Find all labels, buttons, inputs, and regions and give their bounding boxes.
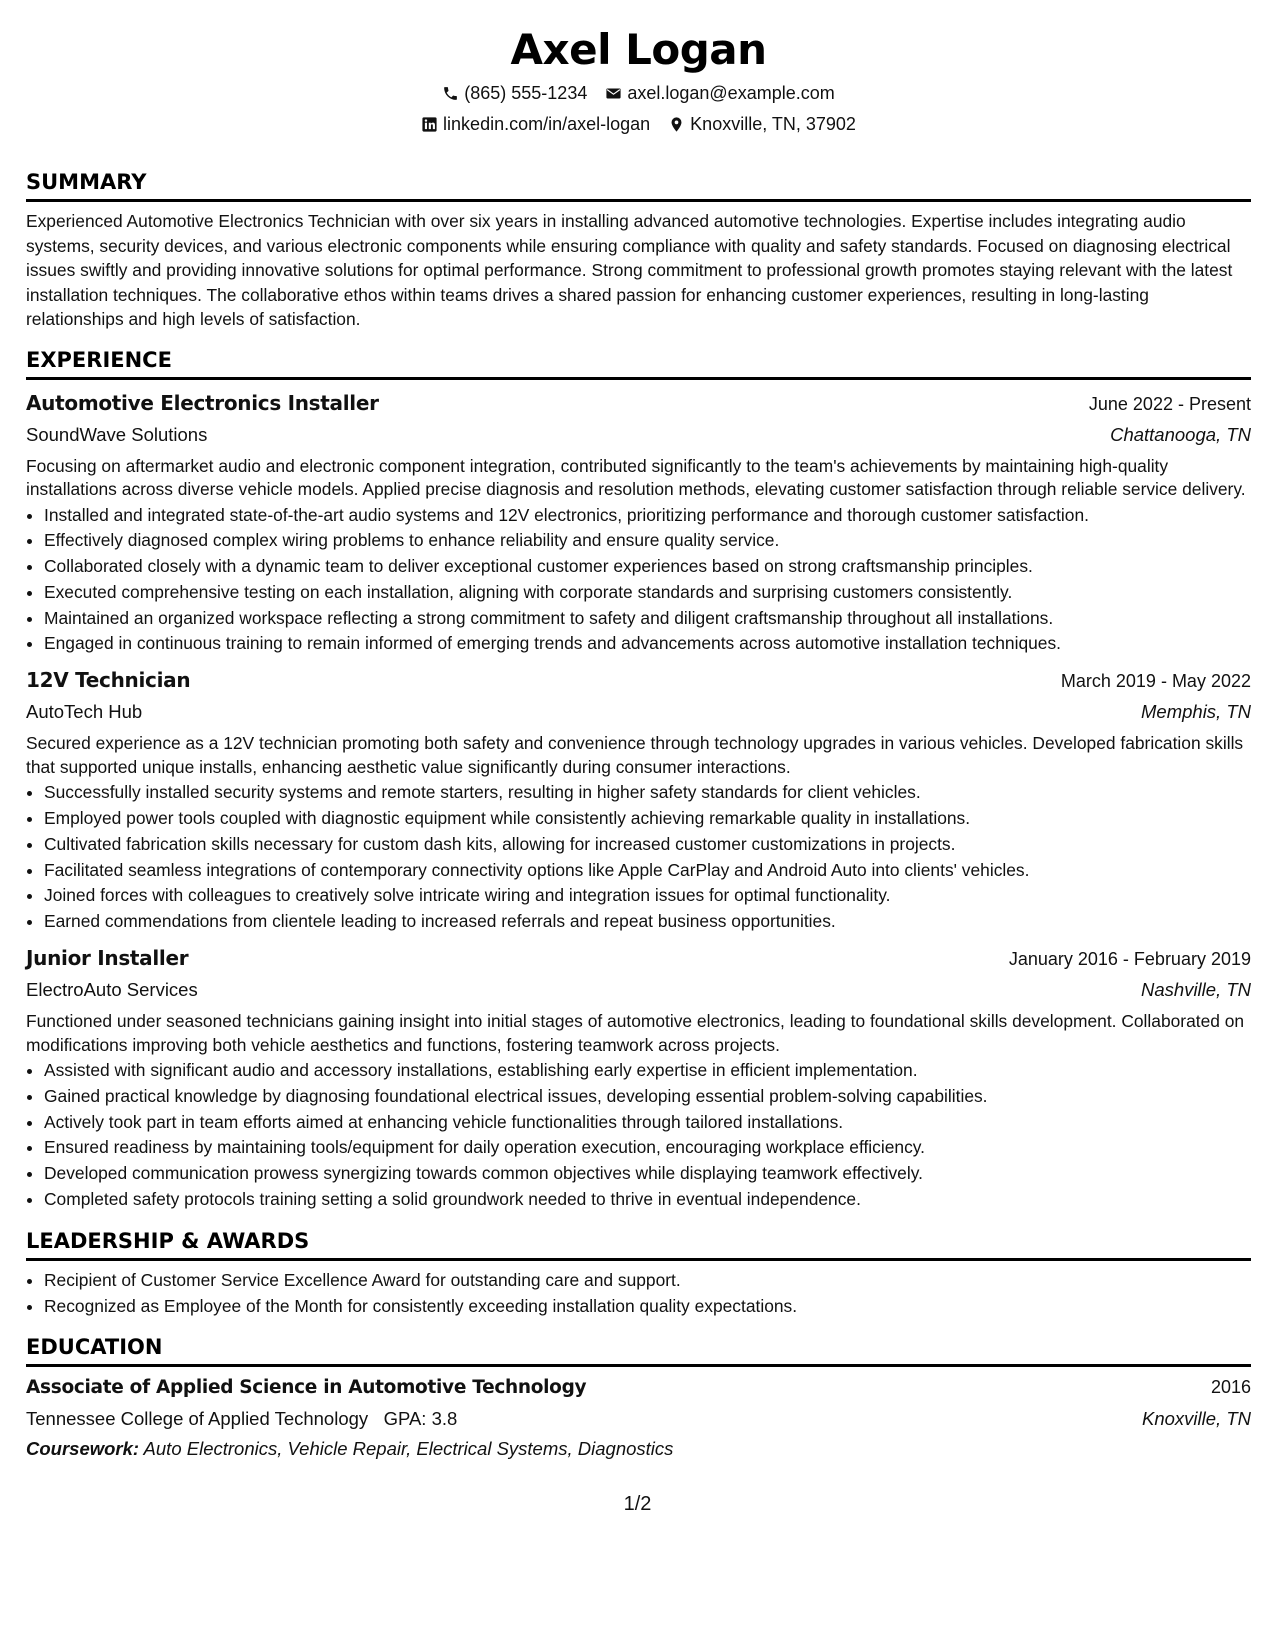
job-title: Automotive Electronics Installer	[26, 390, 379, 415]
list-item: • Engaged in continuous training to remain informed of emerging trends and advancements across automotive installation techniques.	[44, 631, 1251, 657]
education-section	[26, 1333, 1251, 1464]
awards-section	[26, 1227, 1251, 1320]
coursework-line	[26, 1434, 1251, 1464]
summary-heading: SUMMARY	[26, 168, 1251, 202]
job-company-row	[26, 696, 1251, 727]
contact-row-2	[26, 109, 1251, 140]
job-description: Focusing on aftermarket audio and electronic component integration, contributed significantly to the team's achievements by maintaining high-quality installations across diverse vehicle models. Applied precise diagnosis and resolution methods, elevating customer satisfaction through reliable service delivery.	[26, 455, 1246, 499]
job-company-row	[26, 974, 1251, 1005]
job-bullets	[26, 503, 1251, 658]
job-location: Memphis, TN	[1141, 701, 1251, 723]
list-item: • Assisted with significant audio and accessory installations, establishing early expertise in efficient implementation.	[44, 1058, 1251, 1084]
list-item: • Completed safety protocols training setting a solid groundwork needed to thrive in eventual independence.	[44, 1187, 1251, 1213]
degree-title: Associate of Applied Science in Automotive Technology	[26, 1377, 587, 1399]
job-date: June 2022 - Present	[1088, 393, 1251, 414]
resume-page	[26, 18, 1251, 1464]
graduation-year: 2016	[1210, 1377, 1251, 1398]
education-school-row	[26, 1403, 1251, 1434]
linkedin-icon	[421, 116, 438, 133]
list-item: • Executed comprehensive testing on each installation, aligning with corporate standards and surprising customers consistently.	[44, 580, 1251, 606]
candidate-name: Axel Logan	[510, 25, 767, 74]
list-item: • Effectively diagnosed complex wiring problems to enhance reliability and ensure quality service.	[44, 528, 1251, 554]
job-title-row	[26, 665, 1251, 696]
summary-section	[26, 168, 1251, 332]
experience-heading: EXPERIENCE	[26, 346, 1251, 380]
experience-section	[26, 346, 1251, 1213]
list-item: • Successfully installed security systems and remote starters, resulting in higher safety standards for client vehicles.	[44, 780, 1251, 806]
awards-bullets	[26, 1268, 1251, 1320]
job-title: Junior Installer	[26, 946, 189, 971]
job-description: Functioned under seasoned technicians gaining insight into initial stages of automotive electronics, leading to foundational skills development. Collaborated on modifications improving both vehicle aesthetics and functions, fostering teamwork across projects.	[26, 1011, 1245, 1055]
list-item: • Developed communication prowess synergizing towards common objectives while displaying teamwork effectively.	[44, 1161, 1251, 1187]
education-degree-row	[26, 1372, 1251, 1403]
job-title-row	[26, 388, 1251, 419]
job-description: Secured experience as a 12V technician promoting both safety and convenience through technology upgrades in various vehicles. Developed fabrication skills that supported unique installs, enhancing aesthetic value significantly during consumer interactions.	[26, 733, 1244, 777]
list-item: • Cultivated fabrication skills necessary for custom dash kits, allowing for increased customer customizations in projects.	[44, 832, 1251, 858]
page-number: 1/2	[623, 1493, 652, 1515]
list-item: • Maintained an organized workspace reflecting a strong commitment to safety and diligent craftsmanship throughout all installations.	[44, 606, 1251, 632]
list-item: • Collaborated closely with a dynamic team to deliver exceptional customer experiences based on strong craftsmanship principles.	[44, 554, 1251, 580]
job-location: Nashville, TN	[1141, 979, 1251, 1001]
list-item: • Facilitated seamless integrations of contemporary connectivity options like Apple CarPlay and Android Auto into clients' vehicles.	[44, 858, 1251, 884]
job-date: March 2019 - May 2022	[1060, 671, 1251, 692]
list-item: • Recognized as Employee of the Month for consistently exceeding installation quality expectations.	[44, 1294, 1251, 1320]
school-location: Knoxville, TN	[1142, 1408, 1251, 1430]
job-entry	[26, 665, 1251, 935]
job-company: ElectroAuto Services	[26, 979, 198, 1001]
list-item: • Actively took part in team efforts aimed at enhancing vehicle functionalities through tailored installations.	[44, 1110, 1251, 1136]
list-item: • Joined forces with colleagues to creatively solve intricate wiring and integration issues for optimal functionality.	[44, 883, 1251, 909]
job-bullets	[26, 1058, 1251, 1213]
email-text[interactable]: axel.logan@example.com	[627, 83, 835, 103]
linkedin-contact[interactable]	[421, 109, 650, 140]
resume-header	[26, 22, 1251, 140]
job-company-row	[26, 419, 1251, 450]
email-contact[interactable]	[605, 78, 834, 109]
job-company: AutoTech Hub	[26, 701, 143, 723]
coursework-list: Auto Electronics, Vehicle Repair, Electrical Systems, Diagnostics	[143, 1438, 674, 1460]
phone-contact	[442, 78, 587, 109]
map-pin-icon	[668, 116, 685, 133]
job-title: 12V Technician	[26, 668, 191, 693]
list-item: • Installed and integrated state-of-the-art audio systems and 12V electronics, prioritizing performance and thorough customer satisfaction.	[44, 503, 1251, 529]
list-item: • Gained practical knowledge by diagnosing foundational electrical issues, developing essential problem-solving capabilities.	[44, 1084, 1251, 1110]
school-name: Tennessee College of Applied Technology	[26, 1408, 369, 1430]
contact-row-1	[26, 78, 1251, 109]
job-entry	[26, 388, 1251, 658]
location-text: Knoxville, TN, 37902	[690, 114, 856, 134]
list-item: • Recipient of Customer Service Excellence Award for outstanding care and support.	[44, 1268, 1251, 1294]
list-item: • Earned commendations from clientele leading to increased referrals and repeat business opportunities.	[44, 909, 1251, 935]
coursework-label: Coursework:	[26, 1438, 140, 1460]
location-contact	[668, 109, 856, 140]
job-company: SoundWave Solutions	[26, 423, 208, 445]
summary-text: Experienced Automotive Electronics Technician with over six years in installing advanced automotive technologies. Expertise includes integrating audio systems, security devices, and various electronic components while ensuring compliance with quality and safety standards. Focused on diagnosing electrical issues swiftly and providing innovative solutions for optimal performance. Strong commitment to professional growth promotes staying relevant with the latest installation techniques. The collaborative ethos within teams drives a shared passion for enhancing customer experiences, resulting in long-lasting relationships and high levels of satisfaction.	[26, 211, 1233, 329]
gpa-value: GPA: 3.8	[383, 1408, 458, 1430]
job-date: January 2016 - February 2019	[1008, 949, 1251, 970]
job-bullets	[26, 780, 1251, 935]
list-item: • Ensured readiness by maintaining tools/equipment for daily operation execution, encouraging workplace efficiency.	[44, 1135, 1251, 1161]
awards-heading: LEADERSHIP & AWARDS	[26, 1227, 1251, 1261]
job-title-row	[26, 943, 1251, 974]
list-item: • Employed power tools coupled with diagnostic equipment while consistently achieving remarkable quality in installations.	[44, 806, 1251, 832]
linkedin-text[interactable]: linkedin.com/in/axel-logan	[443, 114, 651, 134]
education-heading: EDUCATION	[26, 1333, 1251, 1367]
job-entry	[26, 943, 1251, 1213]
phone-text: (865) 555-1234	[464, 83, 588, 103]
envelope-icon	[605, 85, 622, 102]
school-line	[26, 1403, 457, 1434]
job-location: Chattanooga, TN	[1110, 423, 1251, 445]
phone-icon	[442, 85, 459, 102]
